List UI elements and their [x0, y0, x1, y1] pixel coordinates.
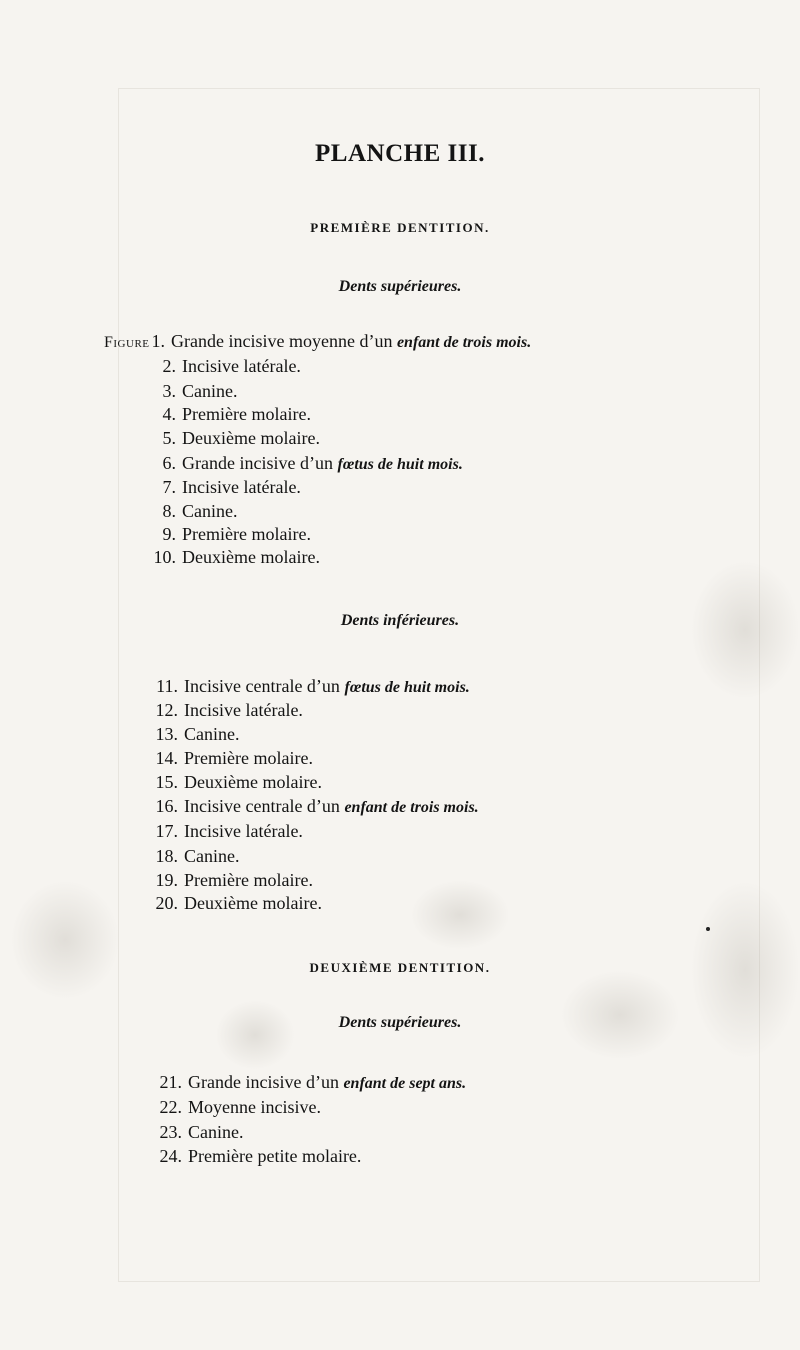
- list-item: [142, 869, 313, 893]
- figure-number: 8.: [162, 501, 176, 521]
- list-item: [142, 795, 479, 819]
- figure-number: 12.: [155, 700, 178, 720]
- figure-text: Canine.: [182, 501, 238, 521]
- figure-text: Deuxième molaire.: [182, 547, 320, 567]
- figure-text: Première molaire.: [182, 524, 311, 544]
- figure-text: Première molaire.: [182, 404, 311, 424]
- ink-dot: [706, 927, 710, 931]
- figure-number: 16.: [155, 796, 178, 816]
- figure-number: 1.: [151, 331, 166, 351]
- figure-text: Grande incisive moyenne d’un: [171, 331, 397, 351]
- list-item: [146, 1096, 321, 1120]
- list-item: [140, 523, 311, 547]
- list-item: [142, 771, 322, 795]
- list-item: [140, 452, 463, 476]
- figure-text: Première petite molaire.: [188, 1146, 362, 1166]
- figure-text: Incisive latérale.: [182, 477, 301, 497]
- figure-number: 5.: [162, 428, 176, 448]
- figure-text: Première molaire.: [184, 870, 313, 890]
- list-item: [140, 380, 238, 404]
- figure-text: Canine.: [182, 381, 238, 401]
- figure-label: Figure: [104, 334, 150, 351]
- list-item: [142, 723, 240, 747]
- figure-number: 11.: [156, 676, 178, 696]
- list-item: [140, 476, 301, 500]
- figure-text: Incisive latérale.: [184, 700, 303, 720]
- figure-text: Deuxième molaire.: [184, 893, 322, 913]
- figure-number: 3.: [162, 381, 176, 401]
- figure-emphasis: fœtus de huit mois.: [344, 679, 470, 696]
- figure-text: Incisive latérale.: [184, 821, 303, 841]
- list-item: [140, 500, 238, 524]
- figure-number: 21.: [159, 1072, 182, 1092]
- first-lower-teeth-heading: Dents inférieures.: [340, 612, 460, 629]
- list-item: [146, 1121, 244, 1145]
- figure-number: 9.: [162, 524, 176, 544]
- figure-number: 24.: [159, 1146, 182, 1166]
- figure-number: 6.: [162, 453, 176, 473]
- figure-number: 22.: [159, 1097, 182, 1117]
- list-item: [146, 1145, 361, 1169]
- figure-number: 20.: [155, 893, 178, 913]
- page-title: PLANCHE III.: [315, 140, 485, 167]
- figure-text: Canine.: [188, 1122, 244, 1142]
- figure-text: Incisive latérale.: [182, 356, 301, 376]
- list-item: [142, 747, 313, 771]
- list-item: [142, 845, 240, 869]
- first-dentition-heading: PREMIÈRE DENTITION.: [310, 220, 490, 235]
- second-dentition-heading: DEUXIÈME DENTITION.: [309, 960, 491, 975]
- figure-text: Moyenne incisive.: [188, 1097, 321, 1117]
- first-upper-teeth-heading: Dents supérieures.: [338, 278, 462, 295]
- figure-number: 15.: [155, 772, 178, 792]
- figure-number: 4.: [162, 404, 176, 424]
- figure-text: Canine.: [184, 724, 240, 744]
- figure-number: 7.: [162, 477, 176, 497]
- figure-text: Deuxième molaire.: [182, 428, 320, 448]
- figure-text: Grande incisive d’un: [188, 1072, 344, 1092]
- list-item: [140, 546, 320, 570]
- list-item: [140, 427, 320, 451]
- figure-number: 17.: [155, 821, 178, 841]
- figure-number: 19.: [155, 870, 178, 890]
- figure-text: Deuxième molaire.: [184, 772, 322, 792]
- figure-number: 23.: [159, 1122, 182, 1142]
- figure-emphasis: enfant de trois mois.: [344, 799, 479, 816]
- figure-text: Grande incisive d’un: [182, 453, 338, 473]
- figure-text: Incisive centrale d’un: [184, 796, 345, 816]
- list-item: [140, 355, 301, 379]
- figure-number: 2.: [162, 356, 176, 376]
- second-upper-teeth-heading: Dents supérieures.: [338, 1014, 462, 1031]
- figure-number: 10.: [153, 547, 176, 567]
- figure-number: 18.: [155, 846, 178, 866]
- figure-text: Canine.: [184, 846, 240, 866]
- list-item: [140, 403, 311, 427]
- list-item: [142, 892, 322, 916]
- list-item: [142, 699, 303, 723]
- figure-emphasis: enfant de sept ans.: [343, 1075, 467, 1092]
- figure-number: 14.: [155, 748, 178, 768]
- list-item: [104, 330, 531, 354]
- list-item: [146, 1071, 466, 1095]
- list-item: [142, 820, 303, 844]
- figure-text: Incisive centrale d’un: [184, 676, 345, 696]
- figure-number: 13.: [155, 724, 178, 744]
- list-item: [142, 675, 470, 699]
- figure-emphasis: enfant de trois mois.: [396, 334, 532, 351]
- figure-emphasis: fœtus de huit mois.: [337, 456, 463, 473]
- figure-text: Première molaire.: [184, 748, 313, 768]
